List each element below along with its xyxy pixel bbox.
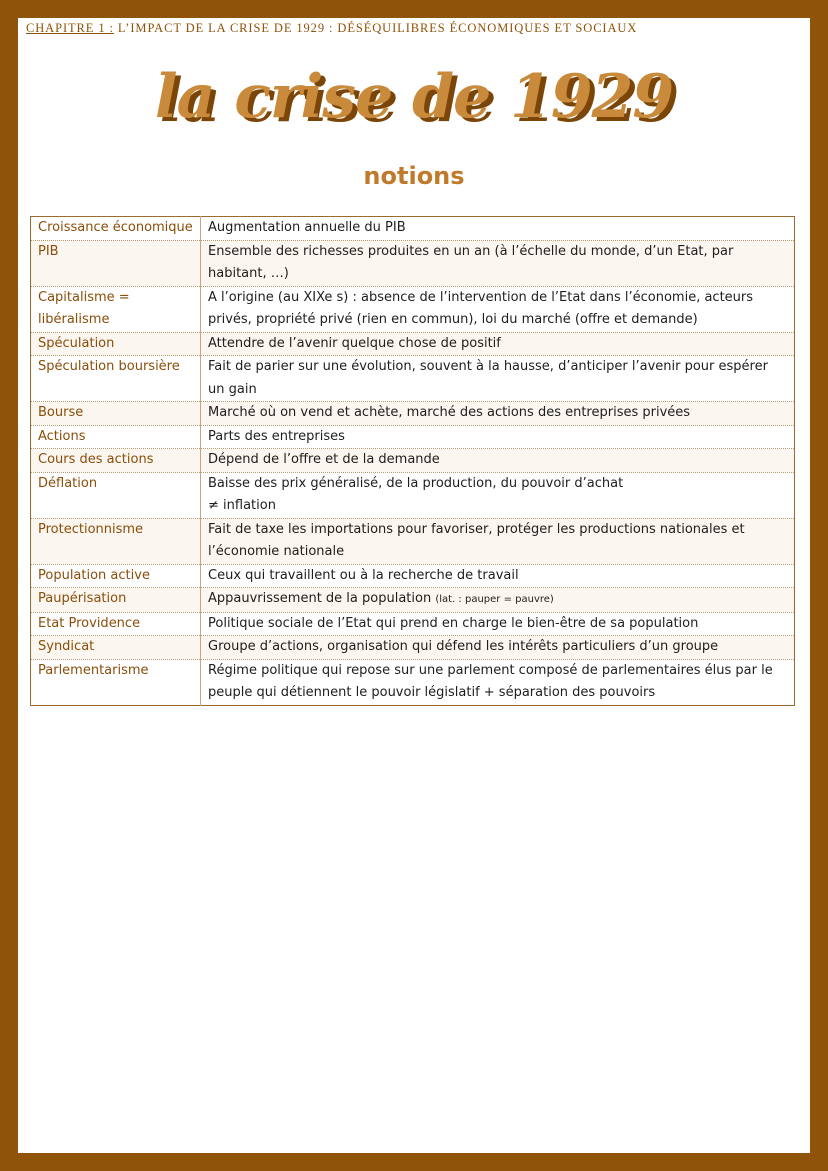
table-row <box>31 217 795 241</box>
chapter-label: CHAPITRE 1 : <box>26 21 114 35</box>
definition-cell: Ensemble des richesses produites en un an (à l’échelle du monde, d’un Etat, par habitant, …) <box>201 240 795 286</box>
term-cell: Syndicat <box>31 636 201 660</box>
term-cell: Etat Providence <box>31 612 201 636</box>
definition-cell: Politique sociale de l’Etat qui prend en charge le bien-être de sa population <box>201 612 795 636</box>
term-cell: Croissance économique <box>31 217 201 241</box>
table-row <box>31 286 795 332</box>
main-title: la crise de 1929 <box>154 62 674 132</box>
table-row <box>31 518 795 564</box>
table-row <box>31 356 795 402</box>
term-cell: Protectionnisme <box>31 518 201 564</box>
table-row <box>31 612 795 636</box>
definition-cell: Dépend de l’offre et de la demande <box>201 449 795 473</box>
definition-cell <box>201 588 795 613</box>
term-cell: Cours des actions <box>31 449 201 473</box>
latin-note: (lat. : pauper = pauvre) <box>435 594 554 605</box>
definition-cell: Fait de parier sur une évolution, souvent à la hausse, d’anticiper l’avenir pour espérer un gain <box>201 356 795 402</box>
term-cell: Spéculation boursière <box>31 356 201 402</box>
table-row <box>31 588 795 613</box>
term-cell: Population active <box>31 564 201 588</box>
definition-cell: A l’origine (au XIXe s) : absence de l’intervention de l’Etat dans l’économie, acteurs privés, propriété privé (rien en commun), loi du marché (offre et demande) <box>201 286 795 332</box>
definition-text: Appauvrissement de la population <box>208 591 432 606</box>
term-cell: Bourse <box>31 402 201 426</box>
table-row <box>31 425 795 449</box>
table-row <box>31 449 795 473</box>
subtitle: notions <box>363 162 465 190</box>
table-row <box>31 402 795 426</box>
definition-line: Baisse des prix généralisé, de la production, du pouvoir d’achat <box>208 475 624 491</box>
chapter-title: L’IMPACT DE LA CRISE DE 1929 : DÉSÉQUILIBRES ÉCONOMIQUES ET SOCIAUX <box>117 21 638 35</box>
term-cell: Capitalisme = libéralisme <box>31 286 201 332</box>
page <box>18 18 810 1153</box>
table-row <box>31 240 795 286</box>
term-cell: PIB <box>31 240 201 286</box>
definition-cell: Groupe d’actions, organisation qui défend les intérêts particuliers d’un groupe <box>201 636 795 660</box>
definition-cell: Parts des entreprises <box>201 425 795 449</box>
definition-cell <box>201 472 795 518</box>
term-cell: Déflation <box>31 472 201 518</box>
term-cell: Spéculation <box>31 332 201 356</box>
definition-cell: Attendre de l’avenir quelque chose de positif <box>201 332 795 356</box>
table-row <box>31 332 795 356</box>
definition-line: ≠ inflation <box>208 498 276 513</box>
table-row <box>31 472 795 518</box>
definition-cell: Marché où on vend et achète, marché des actions des entreprises privées <box>201 402 795 426</box>
definition-cell: Augmentation annuelle du PIB <box>201 217 795 241</box>
table-row <box>31 659 795 705</box>
definition-cell: Régime politique qui repose sur une parlement composé de parlementaires élus par le peuple qui détiennent le pouvoir législatif + séparation des pouvoirs <box>208 662 773 700</box>
table-row <box>31 564 795 588</box>
definition-cell: Ceux qui travaillent ou à la recherche de travail <box>201 564 795 588</box>
definition-cell: Fait de taxe les importations pour favoriser, protéger les productions nationales et l’économie nationale <box>201 518 795 564</box>
table-row <box>31 636 795 660</box>
term-cell: Actions <box>31 425 201 449</box>
term-cell: Parlementarisme <box>31 659 201 705</box>
chapter-header <box>26 21 637 36</box>
notions-table <box>30 216 795 706</box>
term-cell: Paupérisation <box>31 588 201 613</box>
